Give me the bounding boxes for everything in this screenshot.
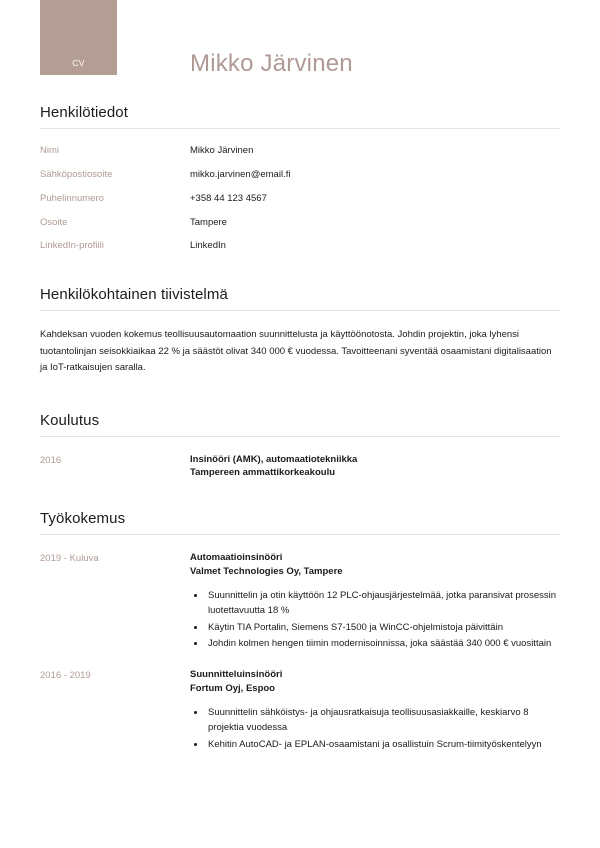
- education-entry-body: [190, 453, 560, 481]
- experience-bullet: • Suunnittelin sähköistys- ja ohjausratkaisuja teollisuusasiakkaille, keskiarvo 8 projektia vuodessa: [206, 705, 560, 736]
- spacer-after-personal: [0, 264, 600, 286]
- detail-label-phone: Puhelinnumero: [40, 192, 104, 204]
- detail-label-name: Nimi: [40, 145, 59, 156]
- detail-label-email: Sähköpostiosoite: [40, 168, 113, 180]
- section-summary: [0, 286, 600, 376]
- education-entry-degree: Insinööri (AMK), automaatiotekniikka: [190, 453, 358, 465]
- experience-bullet: • Käytin TIA Portalin, Siemens S7-1500 ja WinCC-ohjelmistoja päivittäin: [206, 620, 560, 635]
- section-experience: [0, 510, 600, 753]
- detail-row-address: [40, 217, 560, 229]
- section-divider-experience: [40, 534, 560, 535]
- detail-row-linkedin: [40, 240, 560, 252]
- experience-bullet: • Johdin kolmen hengen tiimin modernisoinnissa, joka säästää 340 000 € vuosittain: [206, 636, 560, 651]
- experience-entry-date: 2019 - Kuluva: [40, 553, 99, 565]
- experience-entry: [40, 668, 560, 753]
- detail-value-phone: +358 44 123 4567: [190, 192, 267, 204]
- summary-paragraph: Kahdeksan vuoden kokemus teollisuusautomaation suunnittelusta ja käyttöönotosta. Johdin projektin, joka lyhensi tuotantolinjan seisokkiaikaa 22 % ja säästöt olivat 340 000 € vuodessa. Tavoitteenani syventää osaamistani digitalisaation ja IoT-ratkaisujen saralla.: [40, 329, 552, 373]
- detail-value-email: mikko.jarvinen@email.fi: [190, 168, 291, 180]
- experience-bullet: • Suunnittelin ja otin käyttöön 12 PLC-ohjausjärjestelmää, jotka paransivat prosessin luotettavuutta 18 %: [206, 588, 560, 619]
- cv-badge-block: [40, 0, 117, 75]
- detail-value-address: Tampere: [190, 216, 227, 228]
- education-entry-school: Tampereen ammattikorkeakoulu: [190, 467, 336, 479]
- detail-label-address: Osoite: [40, 216, 68, 228]
- section-title-personal: Henkilötiedot: [40, 104, 129, 121]
- experience-entry-role: Suunnitteluinsinööri: [190, 669, 283, 681]
- experience-entry-date: 2016 - 2019: [40, 670, 91, 682]
- education-entry-date: 2016: [40, 454, 62, 466]
- section-divider-summary: [40, 310, 560, 311]
- detail-row-name: [40, 145, 560, 157]
- cv-header: [0, 0, 600, 104]
- detail-value-name: Mikko Järvinen: [190, 145, 254, 156]
- experience-entry-employer: Valmet Technologies Oy, Tampere: [190, 566, 343, 577]
- experience-entry: [40, 551, 560, 652]
- experience-bullet: • Kehitin AutoCAD- ja EPLAN-osaamistani ja osallistuin Scrum-tiimityöskentelyyn: [206, 737, 560, 752]
- spacer-after-education: [0, 480, 600, 510]
- spacer-after-summary: [0, 386, 600, 412]
- experience-entry-bullets: [190, 705, 560, 752]
- section-divider-personal: [40, 128, 560, 129]
- experience-entry-bullets: [190, 588, 560, 652]
- experience-entry-body: [190, 668, 560, 753]
- section-personal-details: [0, 104, 600, 253]
- section-title-summary: Henkilökohtainen tiivistelmä: [40, 286, 228, 304]
- detail-label-linkedin: LinkedIn-profiili: [40, 240, 104, 252]
- candidate-name: Mikko Järvinen: [190, 50, 353, 77]
- experience-entry-body: [190, 551, 560, 652]
- education-entry: [40, 453, 560, 481]
- section-education: [0, 412, 600, 481]
- section-title-experience: Työkokemus: [40, 510, 126, 528]
- experience-entry-role: Automaatioinsinööri: [190, 552, 283, 564]
- detail-value-linkedin: LinkedIn: [190, 240, 226, 252]
- section-title-education: Koulutus: [40, 411, 100, 429]
- personal-details-list: [40, 145, 560, 253]
- experience-entry-employer: Fortum Oyj, Espoo: [190, 683, 275, 695]
- section-divider-education: [40, 436, 560, 437]
- detail-row-phone: [40, 193, 560, 205]
- detail-row-email: [40, 169, 560, 181]
- cv-badge-label: CV: [72, 57, 85, 68]
